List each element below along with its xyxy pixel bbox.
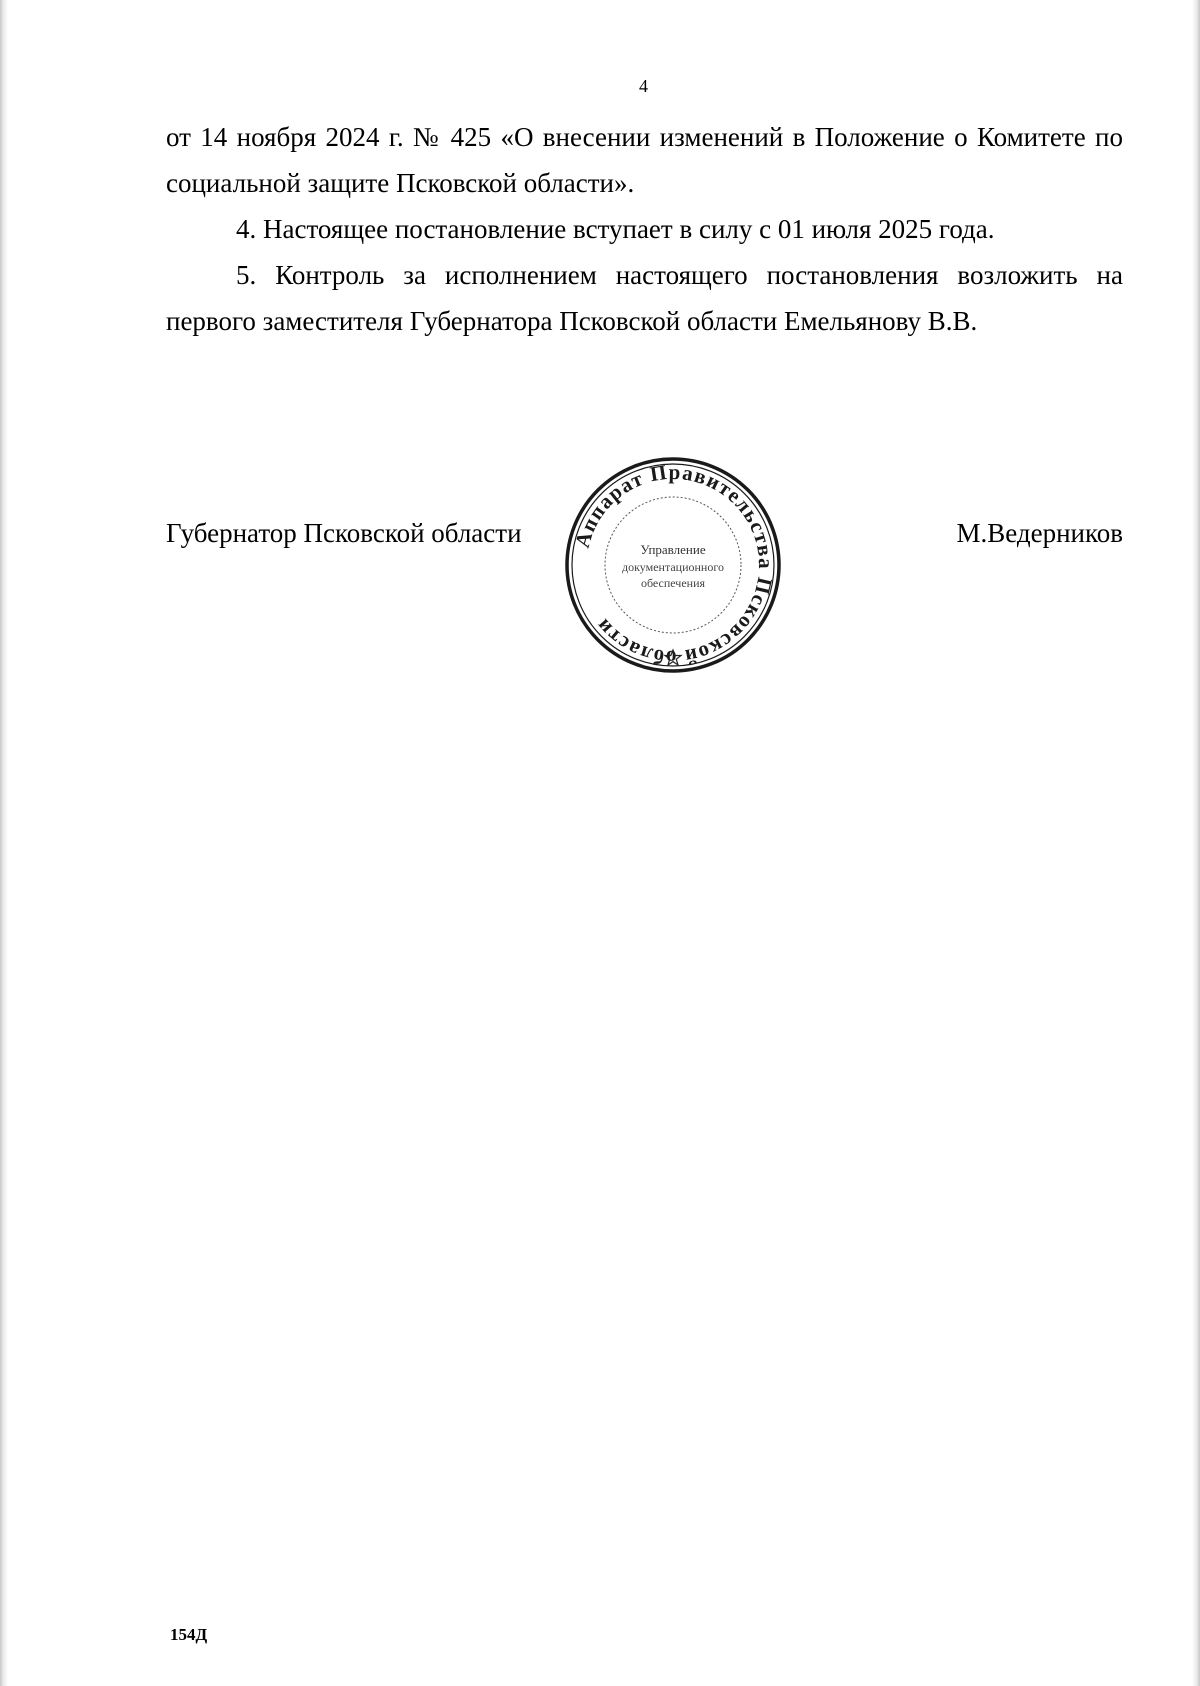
document-code: 154Д xyxy=(170,1625,208,1644)
seal-inner-line-3: обеспечения xyxy=(640,576,706,590)
document-body xyxy=(166,114,1123,344)
seal-graphic xyxy=(562,454,784,676)
signatory-name: М.Ведерников xyxy=(956,518,1123,548)
paragraph-control: 5. Контроль за исполнением настоящего постановления возложить на первого заместителя Губернатора Псковской области Емельянову В.В. xyxy=(166,260,1123,336)
official-seal xyxy=(562,454,784,676)
seal-inner-line-2: документационного xyxy=(622,560,724,574)
scan-right-edge xyxy=(1192,0,1200,1686)
signatory-position: Губернатор Псковской области xyxy=(166,518,522,548)
scan-left-edge xyxy=(0,0,8,1686)
paragraph-effective-date: 4. Настоящее постановление вступает в силу с 01 июля 2025 года. xyxy=(236,214,995,244)
seal-inner-line-1: Управление xyxy=(640,542,706,557)
seal-outer-text-path: Аппарат Правительства Псковской области xyxy=(569,459,779,671)
page-number: 4 xyxy=(639,76,648,96)
paragraph-continuation: от 14 ноября 2024 г. № 425 «О внесении изменений в Положение о Комитете по социальной защите Псковской области». xyxy=(166,122,1123,198)
